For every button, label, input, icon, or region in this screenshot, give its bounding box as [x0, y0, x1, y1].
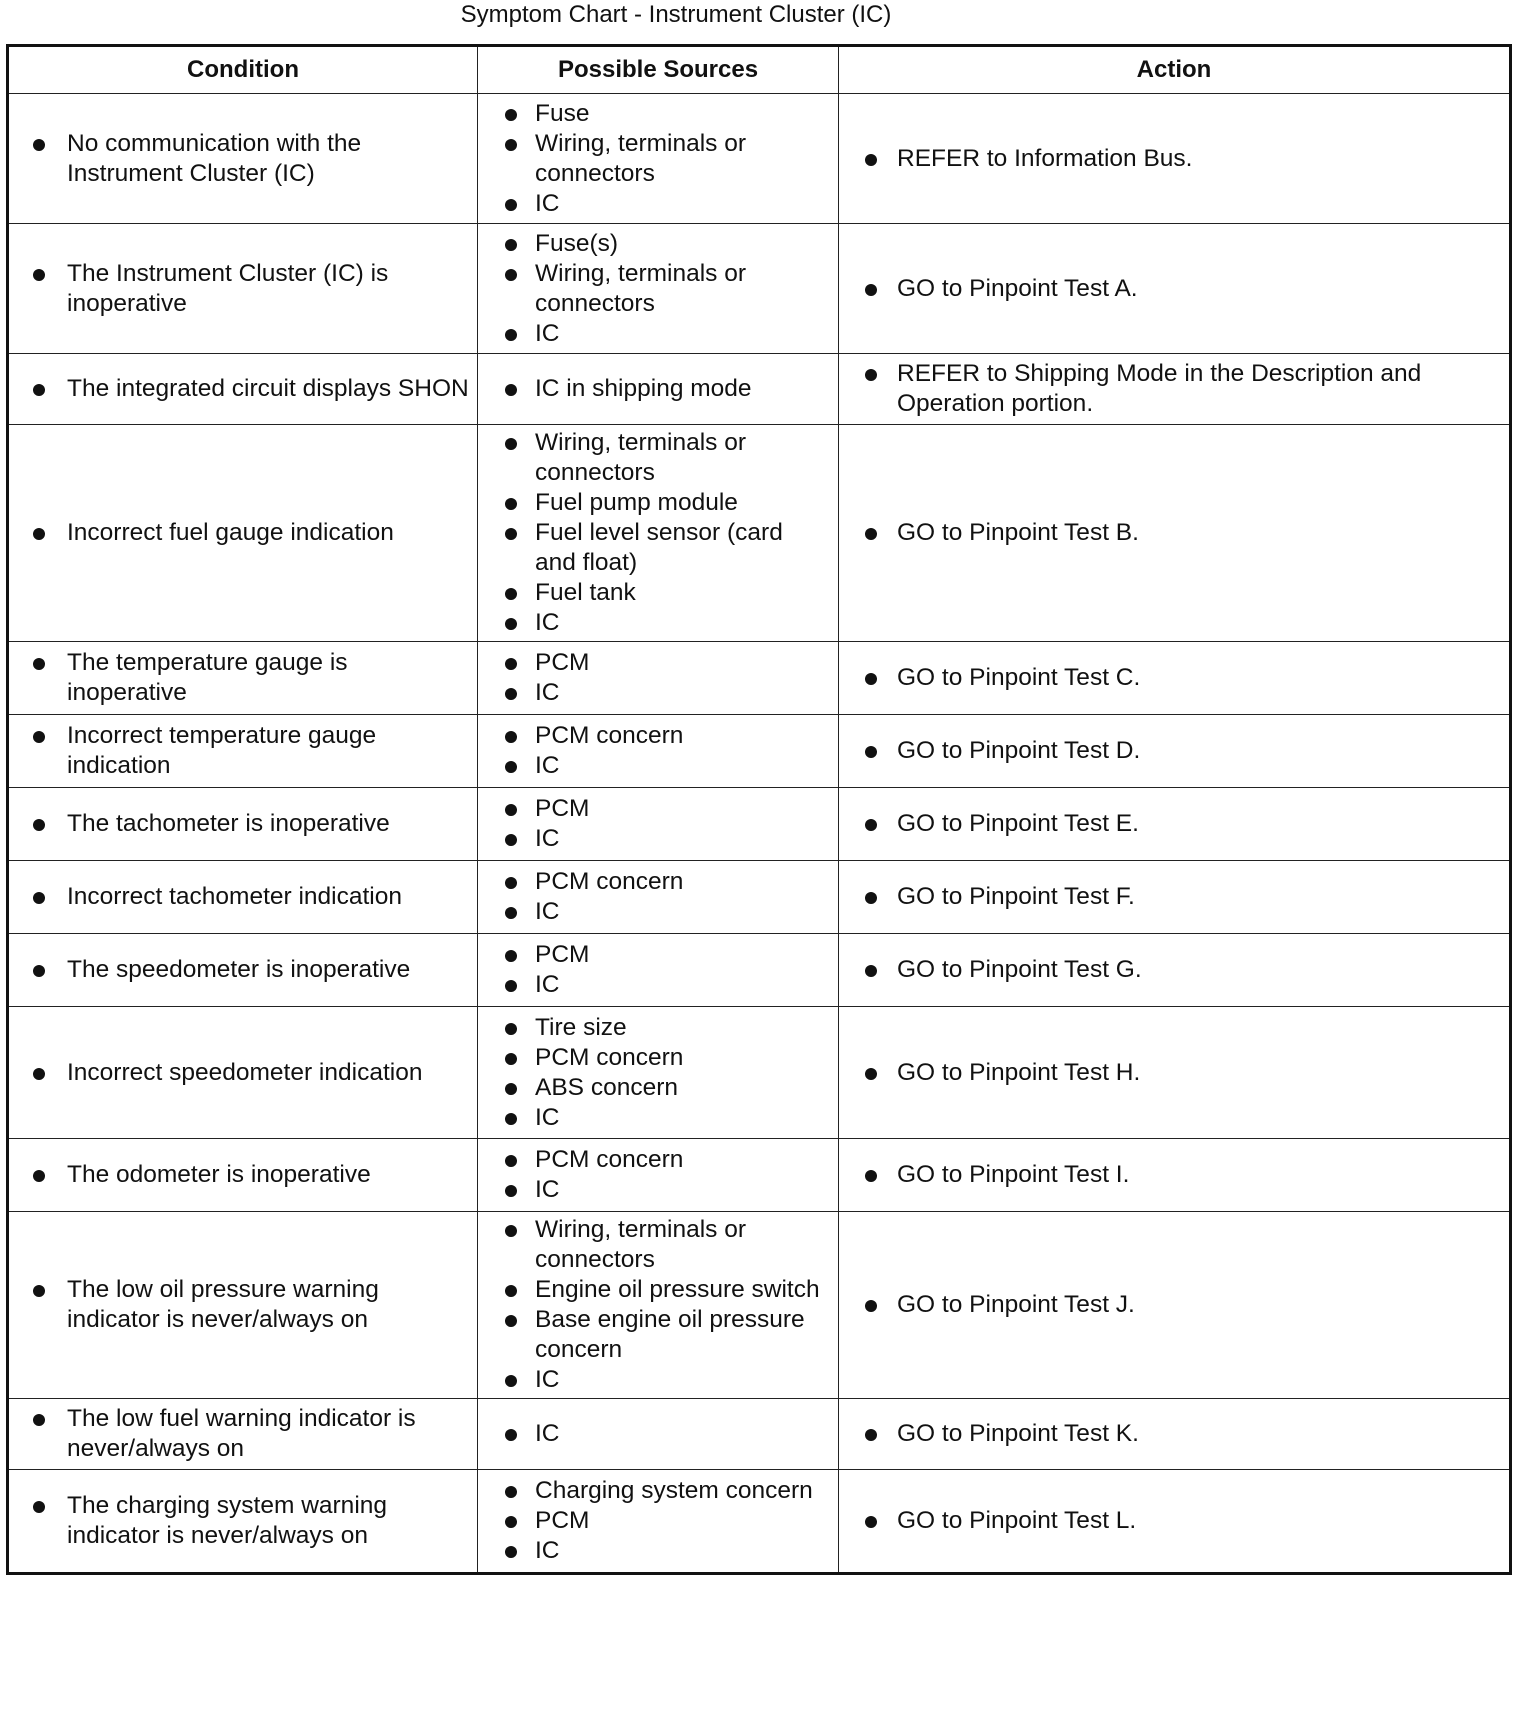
source-item: IC: [478, 678, 838, 708]
action-text: GO to Pinpoint Test J.: [839, 1290, 1509, 1320]
source-item: Wiring, terminals or connectors: [478, 259, 838, 319]
condition-cell: [8, 425, 478, 642]
source-item: IC: [478, 824, 838, 854]
action-text: GO to Pinpoint Test C.: [839, 663, 1509, 693]
table-row: [8, 1139, 1511, 1212]
source-item: Wiring, terminals or connectors: [478, 428, 838, 488]
source-item: PCM concern: [478, 721, 838, 751]
table-row: [8, 715, 1511, 788]
condition-text: No communication with the Instrument Cluster (IC): [9, 129, 477, 189]
header-condition: Condition: [8, 46, 478, 94]
action-cell: [839, 1470, 1511, 1574]
action-cell: [839, 715, 1511, 788]
possible-sources-cell: [478, 1007, 839, 1139]
header-action: Action: [839, 46, 1511, 94]
condition-cell: [8, 788, 478, 861]
possible-sources-cell: [478, 934, 839, 1007]
source-item: PCM: [478, 1506, 838, 1536]
possible-sources-cell: [478, 94, 839, 224]
possible-sources-cell: [478, 788, 839, 861]
action-text: GO to Pinpoint Test I.: [839, 1160, 1509, 1190]
action-cell: [839, 642, 1511, 715]
condition-cell: [8, 1470, 478, 1574]
possible-sources-cell: [478, 425, 839, 642]
condition-text: Incorrect fuel gauge indication: [9, 518, 477, 548]
source-item: Fuel tank: [478, 578, 838, 608]
action-text: GO to Pinpoint Test F.: [839, 882, 1509, 912]
action-cell: [839, 354, 1511, 425]
source-item: IC: [478, 897, 838, 927]
source-item: IC: [478, 970, 838, 1000]
table-row: [8, 861, 1511, 934]
condition-text: The speedometer is inoperative: [9, 955, 477, 985]
source-item: Wiring, terminals or connectors: [478, 129, 838, 189]
condition-cell: [8, 94, 478, 224]
source-item: IC: [478, 1419, 838, 1449]
condition-text: Incorrect temperature gauge indication: [9, 721, 477, 781]
header-possible-sources: Possible Sources: [478, 46, 839, 94]
possible-sources-cell: [478, 1399, 839, 1470]
action-cell: [839, 934, 1511, 1007]
action-text: GO to Pinpoint Test B.: [839, 518, 1509, 548]
source-item: PCM: [478, 648, 838, 678]
source-item: PCM concern: [478, 1145, 838, 1175]
condition-cell: [8, 1212, 478, 1399]
condition-text: Incorrect tachometer indication: [9, 882, 477, 912]
action-cell: [839, 94, 1511, 224]
source-item: PCM concern: [478, 867, 838, 897]
table-row: [8, 94, 1511, 224]
condition-text: The charging system warning indicator is never/always on: [9, 1491, 477, 1551]
source-item: Fuel pump module: [478, 488, 838, 518]
source-item: IC: [478, 1536, 838, 1566]
action-cell: [839, 788, 1511, 861]
table-row: [8, 425, 1511, 642]
source-item: Fuse(s): [478, 229, 838, 259]
table-body: [8, 94, 1511, 1574]
condition-cell: [8, 354, 478, 425]
source-item: PCM: [478, 794, 838, 824]
table-row: [8, 354, 1511, 425]
table-row: [8, 642, 1511, 715]
table-row: [8, 1470, 1511, 1574]
source-item: PCM: [478, 940, 838, 970]
action-cell: [839, 861, 1511, 934]
possible-sources-cell: [478, 642, 839, 715]
action-cell: [839, 1007, 1511, 1139]
action-cell: [839, 1399, 1511, 1470]
source-item: IC: [478, 1175, 838, 1205]
condition-cell: [8, 715, 478, 788]
source-item: IC: [478, 189, 838, 219]
action-cell: [839, 1212, 1511, 1399]
condition-text: Incorrect speedometer indication: [9, 1058, 477, 1088]
action-text: REFER to Information Bus.: [839, 144, 1509, 174]
source-item: IC: [478, 319, 838, 349]
condition-cell: [8, 1139, 478, 1212]
action-text: GO to Pinpoint Test K.: [839, 1419, 1509, 1449]
possible-sources-cell: [478, 1470, 839, 1574]
condition-text: The tachometer is inoperative: [9, 809, 477, 839]
chart-title: Symptom Chart - Instrument Cluster (IC): [460, 1, 892, 28]
action-text: GO to Pinpoint Test D.: [839, 736, 1509, 766]
source-item: IC: [478, 608, 838, 638]
table-row: [8, 1399, 1511, 1470]
condition-cell: [8, 934, 478, 1007]
possible-sources-cell: [478, 715, 839, 788]
action-text: GO to Pinpoint Test H.: [839, 1058, 1509, 1088]
table-row: [8, 1007, 1511, 1139]
condition-cell: [8, 642, 478, 715]
source-item: Engine oil pressure switch: [478, 1275, 838, 1305]
condition-cell: [8, 224, 478, 354]
table-row: [8, 224, 1511, 354]
possible-sources-cell: [478, 1139, 839, 1212]
action-text: REFER to Shipping Mode in the Description and Operation portion.: [839, 359, 1509, 419]
source-item: Tire size: [478, 1013, 838, 1043]
condition-cell: [8, 1007, 478, 1139]
table-row: [8, 788, 1511, 861]
action-cell: [839, 1139, 1511, 1212]
condition-text: The Instrument Cluster (IC) is inoperative: [9, 259, 477, 319]
source-item: IC: [478, 751, 838, 781]
source-item: Fuse: [478, 99, 838, 129]
source-item: Wiring, terminals or connectors: [478, 1215, 838, 1275]
source-item: Charging system concern: [478, 1476, 838, 1506]
condition-cell: [8, 861, 478, 934]
condition-text: The integrated circuit displays SHON: [9, 374, 477, 404]
possible-sources-cell: [478, 354, 839, 425]
table-row: [8, 934, 1511, 1007]
table-row: [8, 1212, 1511, 1399]
possible-sources-cell: [478, 1212, 839, 1399]
source-item: Fuel level sensor (card and float): [478, 518, 838, 578]
source-item: Base engine oil pressure concern: [478, 1305, 838, 1365]
source-item: IC: [478, 1103, 838, 1133]
action-cell: [839, 425, 1511, 642]
action-cell: [839, 224, 1511, 354]
source-item: IC in shipping mode: [478, 374, 838, 404]
condition-text: The temperature gauge is inoperative: [9, 648, 477, 708]
possible-sources-cell: [478, 861, 839, 934]
symptom-table: [6, 44, 1512, 1575]
action-text: GO to Pinpoint Test A.: [839, 274, 1509, 304]
action-text: GO to Pinpoint Test G.: [839, 955, 1509, 985]
possible-sources-cell: [478, 224, 839, 354]
condition-text: The odometer is inoperative: [9, 1160, 477, 1190]
source-item: IC: [478, 1365, 838, 1395]
condition-cell: [8, 1399, 478, 1470]
condition-text: The low oil pressure warning indicator is never/always on: [9, 1275, 477, 1335]
header-row: [8, 46, 1511, 94]
source-item: ABS concern: [478, 1073, 838, 1103]
condition-text: The low fuel warning indicator is never/always on: [9, 1404, 477, 1464]
source-item: PCM concern: [478, 1043, 838, 1073]
action-text: GO to Pinpoint Test E.: [839, 809, 1509, 839]
action-text: GO to Pinpoint Test L.: [839, 1506, 1509, 1536]
